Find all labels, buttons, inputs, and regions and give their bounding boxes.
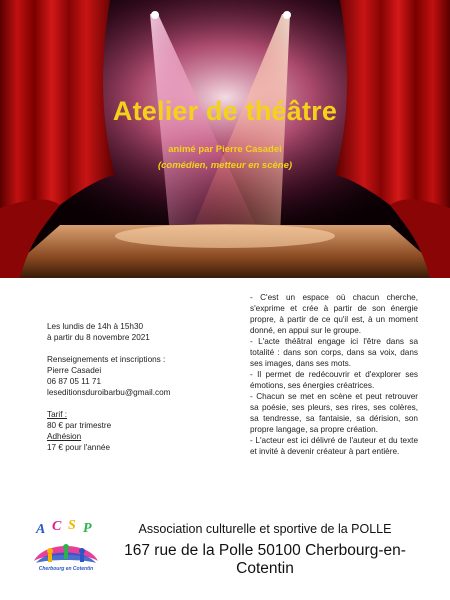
svg-text:A: A	[36, 522, 46, 537]
adhesion-value: 17 € pour l'année	[47, 443, 111, 452]
contact-phone: 06 87 05 11 71	[47, 377, 102, 386]
svg-text:C: C	[52, 519, 62, 534]
association-name: Association culturelle et sportive de la POLLE	[138, 522, 392, 536]
info-heading: Renseignements et inscriptions :	[47, 355, 166, 364]
stage-illustration	[0, 0, 450, 278]
schedule-day: Les lundis de 14h à 15h30	[47, 322, 144, 331]
animator-line: animé par Pierre Casadei	[168, 144, 282, 155]
description-paragraph: - Chacun se met en scène et peut retrouver sa poésie, ses pleurs, ses rires, ses colères, sa tendresse, sa fantaisie, sa dérision, son propre langage, sa propre création.	[250, 392, 418, 434]
description-paragraph: - L'acte théâtral engage ici l'être dans sa totalité : dans son corps, dans sa voix, dans ses images, dans ses mots.	[250, 337, 418, 368]
workshop-title: Atelier de théâtre	[112, 96, 338, 126]
svg-text:S: S	[68, 519, 76, 533]
description-paragraph: - C'est un espace où chacun cherche, s'exprime et crée à partir de son énergie propre, à partir de ce qu'il est, à un moment donné, en appui sur le groupe.	[250, 293, 418, 335]
contact-name: Pierre Casadei	[47, 366, 102, 375]
tarif-value: 80 € par trimestre	[47, 421, 112, 430]
logo-tagline: Cherbourg en Cotentin	[38, 566, 94, 572]
schedule-info	[47, 321, 217, 453]
animator-role: (comédien, metteur en scène)	[157, 160, 293, 171]
stage-image	[0, 0, 450, 278]
association-address: 167 rue de la Polle 50100 Cherbourg-en-Cotentin	[124, 542, 406, 577]
adhesion-label: Adhésion	[47, 432, 82, 441]
schedule-start: à partir du 8 novembre 2021	[47, 333, 150, 342]
tarif-label: Tarif :	[47, 410, 68, 419]
svg-text:P: P	[83, 521, 92, 536]
description-paragraph: - Il permet de redécouvrir et d'explorer ses émotions, ses énergies créatrices.	[250, 370, 418, 390]
description-text	[250, 292, 418, 457]
contact-email: leseditionsduroibarbu@gmail.com	[47, 388, 171, 397]
description-paragraph: - L'acteur est ici délivré de l'auteur et du texte et invité à devenir créateur à part entière.	[250, 436, 418, 456]
